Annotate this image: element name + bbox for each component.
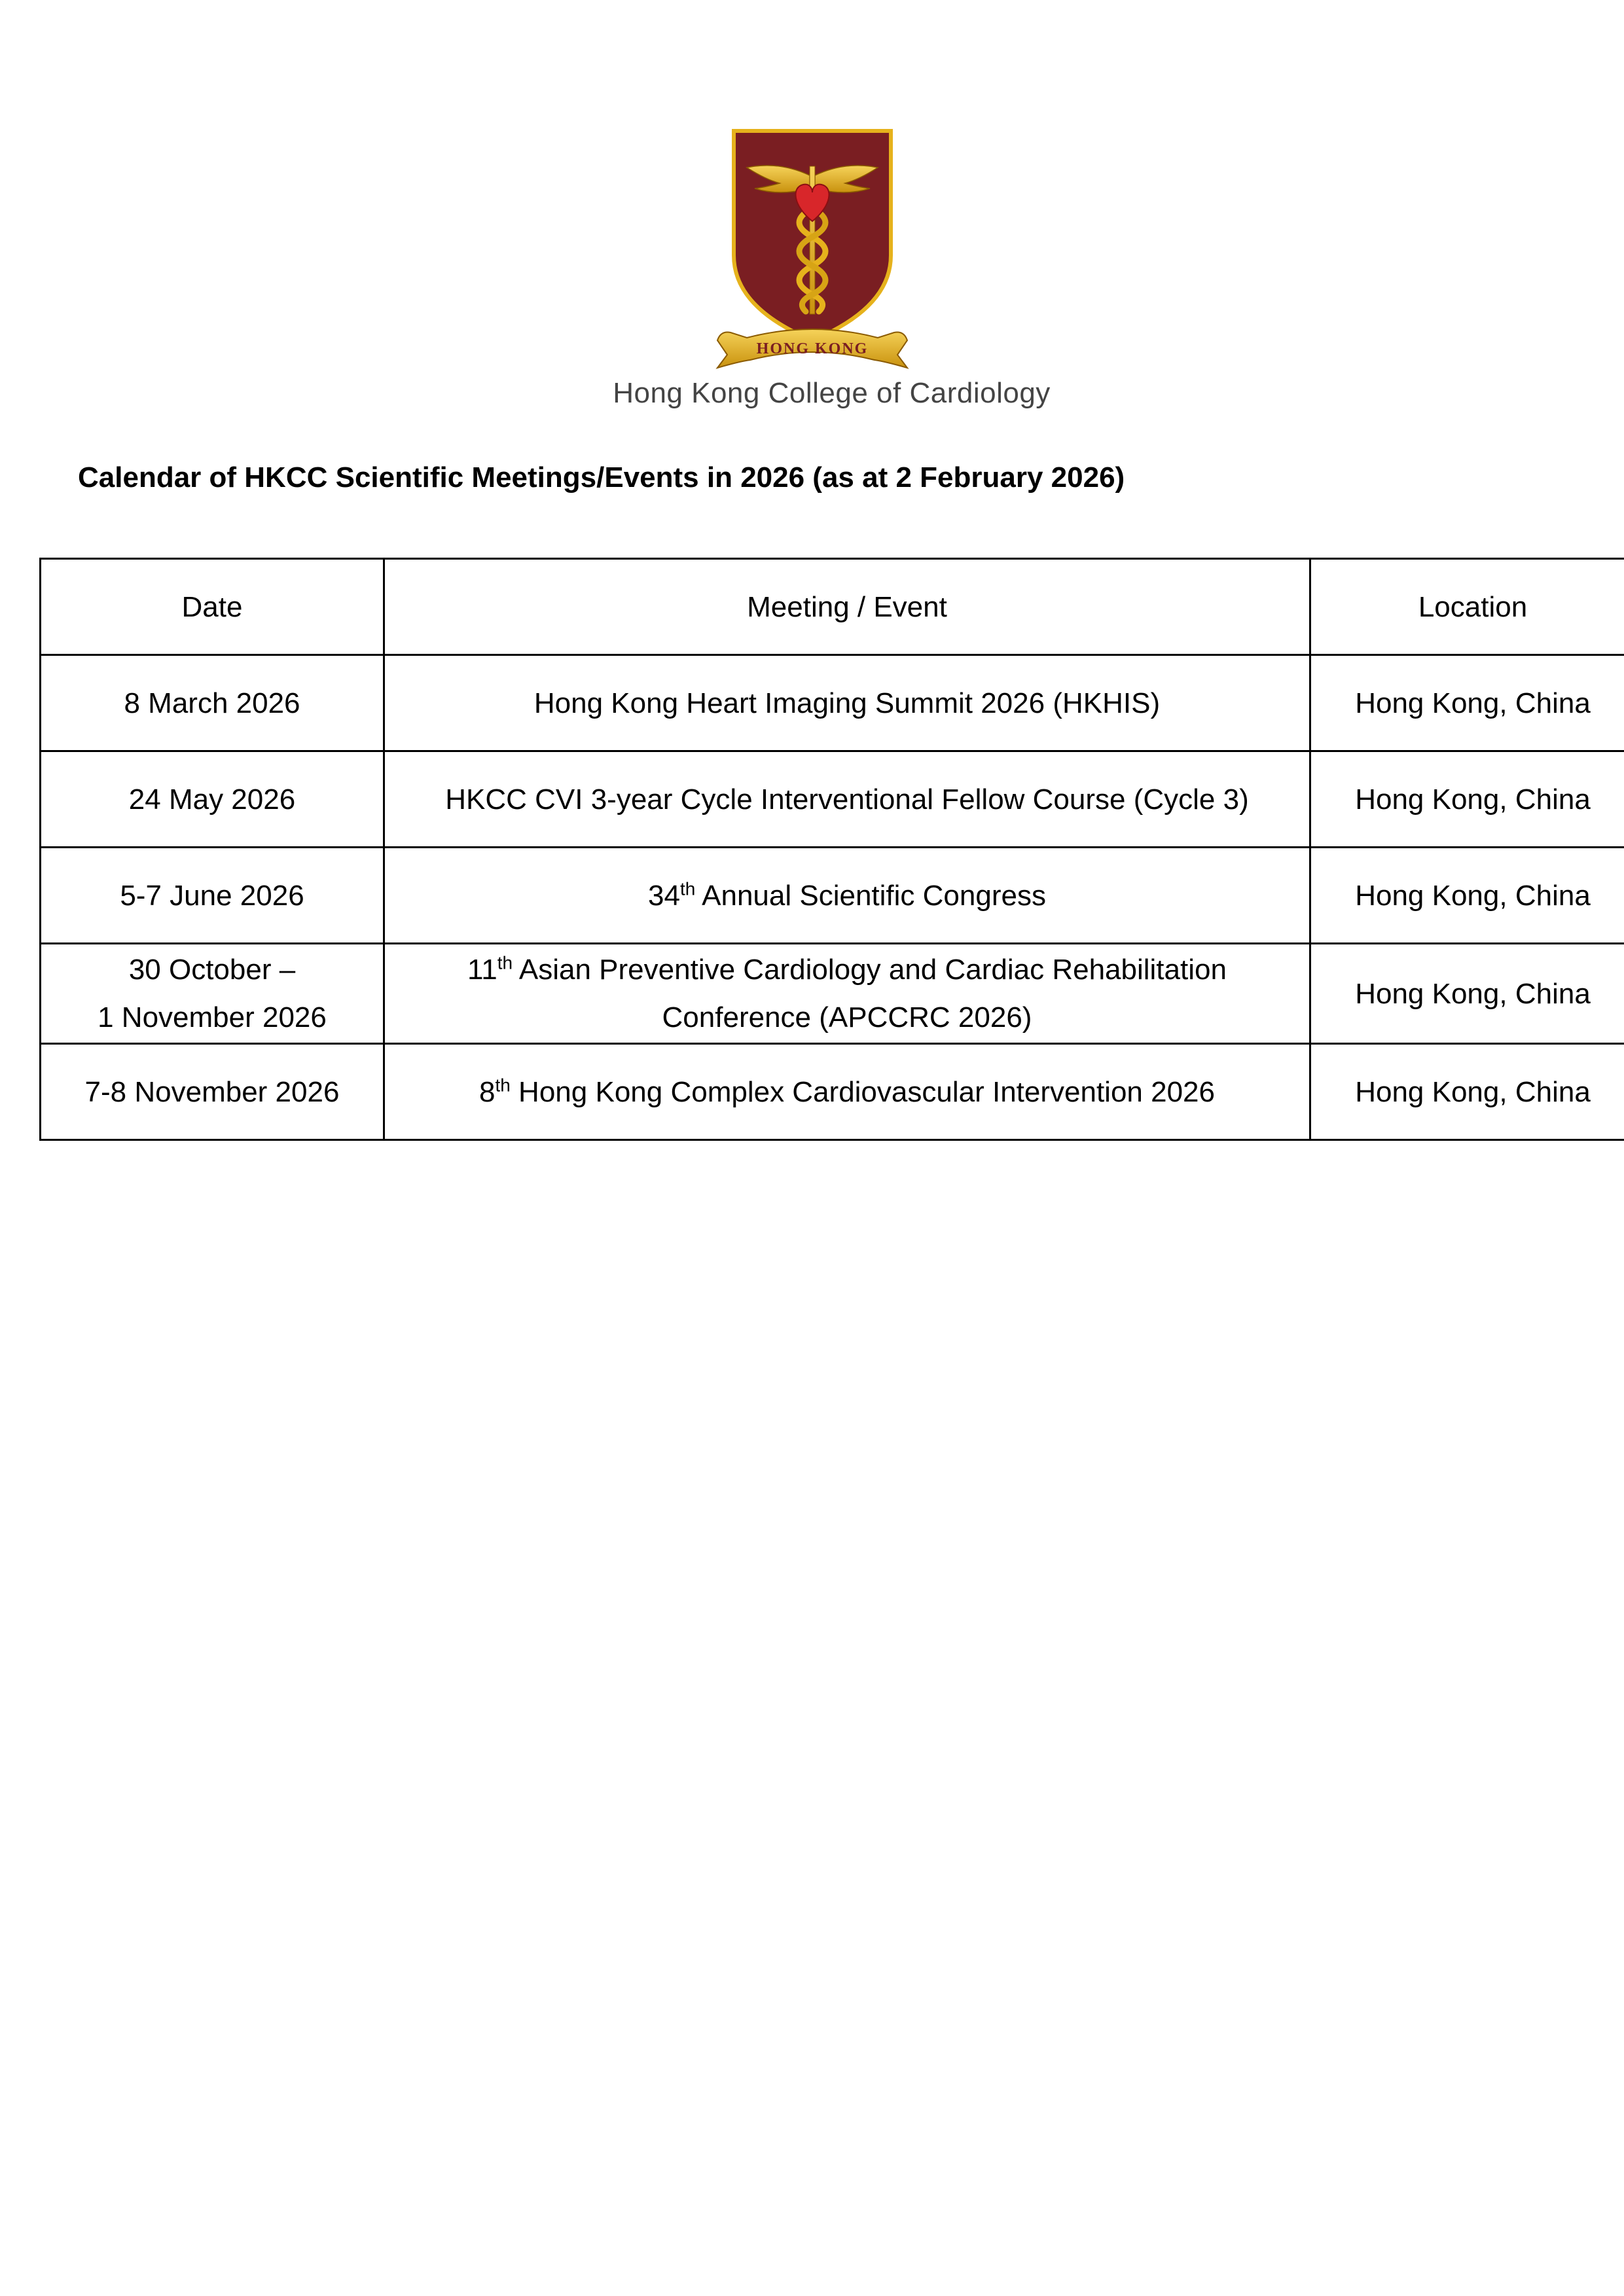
row-event: [384, 848, 1310, 944]
table-row: [41, 944, 1624, 1044]
row-date: 7-8 November 2026: [41, 1044, 384, 1140]
row-location: Hong Kong, China: [1310, 1044, 1624, 1140]
header-event: Meeting / Event: [384, 559, 1310, 655]
event-ordinal-suffix: th: [679, 878, 696, 899]
row-date: 5-7 June 2026: [41, 848, 384, 944]
row-date: 8 March 2026: [41, 655, 384, 751]
row-location: Hong Kong, China: [1310, 751, 1624, 848]
date-line-1: 30 October –: [128, 954, 296, 986]
table-row: [41, 1044, 1624, 1140]
table-header-row: [41, 559, 1624, 655]
row-date: 24 May 2026: [41, 751, 384, 848]
table-row: [41, 848, 1624, 944]
event-name: Asian Preventive Cardiology and Cardiac Rehabilitation: [513, 954, 1227, 986]
row-date: [41, 944, 384, 1044]
event-name: Annual Scientific Congress: [695, 879, 1046, 912]
event-line-1: [391, 946, 1303, 994]
events-table: [39, 558, 1624, 1141]
row-location: Hong Kong, China: [1310, 848, 1624, 944]
event-ordinal-number: 8: [478, 1075, 496, 1108]
row-event: [384, 944, 1310, 1044]
banner-text: HONG KONG: [756, 340, 868, 357]
event-ordinal-suffix: th: [495, 1074, 511, 1095]
event-line-2: Conference (APCCRC 2026): [662, 1001, 1032, 1033]
row-event: HKCC CVI 3-year Cycle Interventional Fellow Course (Cycle 3): [384, 751, 1310, 848]
event-ordinal-suffix: th: [497, 952, 513, 973]
row-event: Hong Kong Heart Imaging Summit 2026 (HKHIS): [384, 655, 1310, 751]
hkcc-crest-logo: [681, 124, 943, 386]
row-event: [384, 1044, 1310, 1140]
event-ordinal-number: 11: [467, 954, 497, 986]
date-line-2: 1 November 2026: [98, 1001, 327, 1033]
logo-block: [0, 124, 1624, 410]
header-location: Location: [1310, 559, 1624, 655]
table-row: [41, 751, 1624, 848]
row-location: Hong Kong, China: [1310, 655, 1624, 751]
event-name: Hong Kong Complex Cardiovascular Intervention 2026: [510, 1075, 1216, 1108]
table-row: [41, 655, 1624, 751]
document-title: Calendar of HKCC Scientific Meetings/Events in 2026 (as at 2 February 2026): [78, 461, 1125, 493]
row-location: Hong Kong, China: [1310, 944, 1624, 1044]
event-ordinal-number: 34: [648, 879, 680, 912]
header-date: Date: [41, 559, 384, 655]
college-name: Hong Kong College of Cardiology: [613, 377, 1051, 409]
